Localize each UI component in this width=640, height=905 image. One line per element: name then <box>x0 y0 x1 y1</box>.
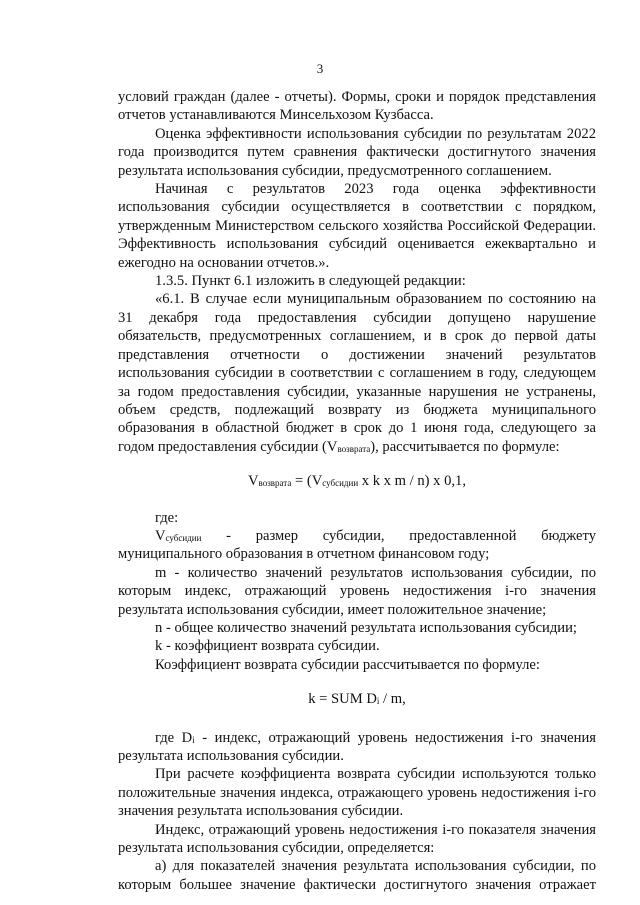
page-number: 3 <box>316 61 324 76</box>
paragraph-m-definition: m - количество значений результатов использования субсидии, по которым индекс, отражающий уровень недостижения i-го значения результата использования субсидии, имеет положительное значение; <box>118 564 596 618</box>
formula-return-volume: $V_{возврата} = (V_{субсидии}$ x k x m / n) x 0,1, <box>248 473 466 490</box>
paragraph-k-definition: k - коэффициент возврата субсидии. <box>155 638 380 655</box>
paragraph-di-definition: где $D_i$ - индекс, отражающий уровень недостижения i-го значения результата использования субсидии. <box>118 729 596 764</box>
document-body <box>118 56 596 894</box>
paragraph-k-formula-intro: Коэффициент возврата субсидии рассчитывается по формуле: <box>155 656 540 673</box>
paragraph-item-a: а) для показателей значения результата использования субсидии, по которым большее значение фактически достигнутого значения отражает <box>118 858 596 893</box>
paragraph-positive-values: При расчете коэффициента возврата субсидии используются только положительные значения индекса, отражающего уровень недостижения i-го значения результата использования субсидии. <box>118 766 596 820</box>
paragraph-continuation: условий граждан (далее - отчеты). Формы, сроки и порядок представления отчетов устанавливаются Минсельхозом Кузбасса. <box>118 89 596 124</box>
paragraph-item-1-3-5: 1.3.5. Пункт 6.1 изложить в следующей редакции: <box>155 273 466 290</box>
paragraph-n-definition: n - общее количество значений результата использования субсидии; <box>155 619 577 636</box>
paragraph-where: где: <box>155 509 179 526</box>
paragraph-evaluation-2023: Начиная с результатов 2023 года оценка эффективности использования субсидии осуществляется в соответствии с порядком, утвержденным Министерством сельского хозяйства Российской Федерации. Эффективность использования субсидий оценивается ежеквартально и ежегодно на основании отчетов.». <box>118 181 596 271</box>
formula-return-coefficient: k = SUM $D_i$ / m, <box>308 691 406 708</box>
paragraph-v-subsidy: $V_{субсидии}$ - размер субсидии, предоставленной бюджету муниципального образования в отчетном финансовом году; <box>118 527 596 563</box>
paragraph-index-determination: Индекс, отражающий уровень недостижения i-го показателя значения результата использования субсидии, определяется: <box>118 821 596 857</box>
paragraph-6-1: «6.1. В случае если муниципальным образованием по состоянию на 31 декабря года предоставления субсидии допущено нарушение обязательств, предусмотренных соглашением, и в срок до первой даты представления отчетности о достижении значений результатов использования субсидии в соответствии с соглашением в году, следующем за годом предоставления субсидии, указанные нарушения не устранены, объем средств, подлежащий возврату из бюджета муниципального образования в областной бюджет в срок до 1 июня года, следующего за годом предоставления субсидии $(V_{возврата})$, рассчитывается по формуле: <box>118 291 596 455</box>
paragraph-evaluation-2022: Оценка эффективности использования субсидии по результатам 2022 года производится путем сравнения фактически достигнутого значения результата использования субсидии, предусмотренного соглашением. <box>118 125 596 179</box>
